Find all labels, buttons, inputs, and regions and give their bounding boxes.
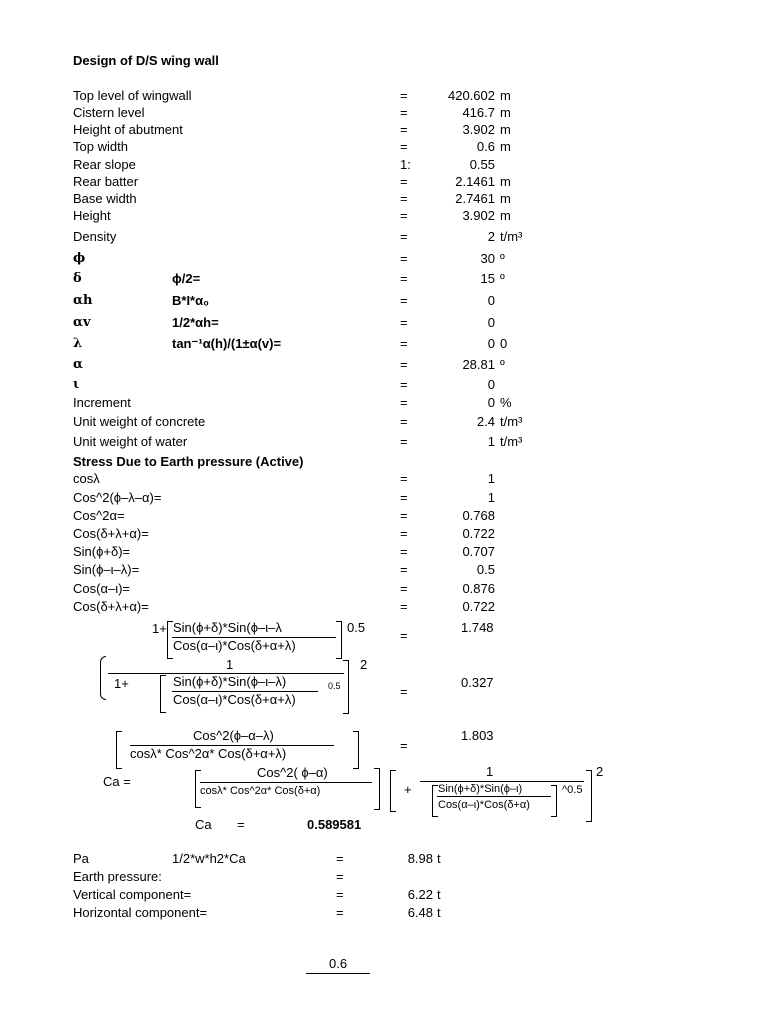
param-value: 2 [487,229,495,244]
param-value: 420.602 [448,88,495,103]
param-value: 2.4 [476,414,495,429]
param-value: 15 [480,271,495,286]
param-equals: = [400,336,408,351]
stress-value: 0.768 [462,508,495,523]
param-label: ι [73,377,80,392]
param-expression: 1/2*αh= [172,315,219,330]
formula-2-inner-denominator: Cos(α–ι)*Cos(δ+α+λ) [173,692,296,707]
param-unit: % [500,395,512,410]
param-label: Height [73,208,111,223]
pa-expression: 1/2*w*h2*Ca [172,851,246,866]
param-equals: = [400,208,408,223]
formula-1-value: 1.748 [461,620,494,635]
formula-2-numerator: 1 [226,657,234,672]
param-equals: = [400,395,408,410]
pa-label: Horizontal component= [73,905,208,920]
pa-value: 6.48 [407,905,433,920]
stress-label: Sin(ϕ–ι–λ)= [73,562,140,577]
ca-formula-inner-bracket-right [551,785,557,817]
ca-formula-numerator-2: 1 [486,764,494,779]
ca-formula-lhs: Ca = [103,774,131,789]
param-equals: = [400,122,408,137]
ca-formula-denominator: cosλ* Cos^2α* Cos(δ+α) [200,785,321,797]
param-equals: = [400,357,408,372]
param-label: αv [73,315,91,330]
param-value: 30 [480,251,495,266]
formula-3-numerator: Cos^2(ϕ–α–λ) [193,728,274,743]
param-unit: t/m³ [500,434,523,449]
param-label: α [73,357,84,372]
param-unit: º [500,251,505,266]
ca-formula-bracket2-left [390,770,396,812]
ca-formula-inner-numerator: Sin(ϕ+δ)*Sin(ϕ–ι) [438,783,523,795]
stress-label: Cos^2(ϕ–λ–α)= [73,490,162,505]
param-unit: º [500,357,505,372]
pa-label: Earth pressure: [73,869,162,884]
formula-1-numerator: Sin(ϕ+δ)*Sin(ϕ–ι–λ [173,620,282,635]
param-label: Unit weight of water [73,434,188,449]
param-label: Unit weight of concrete [73,414,206,429]
param-label: ϕ [73,251,86,266]
param-label: Density [73,229,117,244]
pa-label: Vertical component= [73,887,192,902]
formula-2-equals: = [400,684,408,699]
pa-equals: = [336,851,344,866]
param-equals: = [400,434,408,449]
param-equals: = [400,377,408,392]
formula-2-power: 2 [360,657,368,672]
footer-dimension-line [306,973,370,974]
stress-value: 0.722 [462,526,495,541]
param-equals: = [400,88,408,103]
stress-equals: = [400,599,408,614]
formula-2-value: 0.327 [461,675,494,690]
param-value: 28.81 [462,357,495,372]
param-equals: = [400,414,408,429]
param-unit: º [500,271,505,286]
formula-1-bracket-right [336,621,342,659]
param-value: 0 [487,315,495,330]
param-unit: m [500,174,511,189]
param-equals: = [400,229,408,244]
param-equals: = [400,105,408,120]
param-equals: = [400,139,408,154]
stress-value: 0.5 [476,562,495,577]
param-label: Top width [73,139,128,154]
param-equals: = [400,174,408,189]
pa-unit: t [437,905,441,920]
stress-equals: = [400,526,408,541]
param-unit: t/m³ [500,414,523,429]
pa-equals: = [336,869,344,884]
pa-unit: t [437,851,441,866]
stress-label: Sin(ϕ+δ)= [73,544,131,559]
param-unit: m [500,88,511,103]
formula-1-power: 0.5 [347,620,366,635]
formula-2-inner-power: 0.5 [328,681,341,691]
param-equals: = [400,191,408,206]
stress-label: Cos(δ+λ+α)= [73,526,149,541]
ca-formula-bracket2-right [586,770,592,822]
param-label: Top level of wingwall [73,88,192,103]
ca-formula-bracket-right [374,768,380,810]
ca-formula-inner-denominator: Cos(α–ι)*Cos(δ+α) [438,799,530,811]
param-unit: m [500,139,511,154]
stress-equals: = [400,471,408,486]
pa-equals: = [336,905,344,920]
param-value: 3.902 [462,208,495,223]
formula-1-prefix: 1+ [152,621,167,636]
param-label: Increment [73,395,131,410]
param-unit: m [500,208,511,223]
param-value: 3.902 [462,122,495,137]
formula-3-bracket-left [116,731,122,769]
formula-2-bracket-left [160,675,166,713]
param-label: λ [73,336,83,351]
ca-result-label: Ca [195,817,212,832]
stress-value: 1 [487,490,495,505]
param-label: αh [73,293,93,308]
formula-3-equals: = [400,738,408,753]
stress-label: Cos^2α= [73,508,125,523]
formula-3-denominator: cosλ* Cos^2α* Cos(δ+α+λ) [130,746,287,761]
pa-value: 6.22 [407,887,433,902]
stress-equals: = [400,508,408,523]
ca-formula-plus: + [404,782,412,797]
param-unit: m [500,191,511,206]
param-label: Base width [73,191,137,206]
formula-2-prefix: 1+ [114,676,129,691]
ca-result-equals: = [237,817,245,832]
param-value: 0 [487,293,495,308]
stress-value: 1 [487,471,495,486]
stress-equals: = [400,544,408,559]
ca-formula-power: 2 [596,764,604,779]
stress-value: 0.722 [462,599,495,614]
stress-label: Cos(α–ι)= [73,581,131,596]
param-unit: 0 [500,336,508,351]
param-value: 416.7 [462,105,495,120]
footer-dimension: 0.6 [329,956,348,971]
pa-equals: = [336,887,344,902]
ca-formula-numerator: Cos^2( ϕ–α) [257,765,328,780]
param-equals: 1: [400,157,411,172]
param-unit: m [500,105,511,120]
formula-1-denominator: Cos(α–ι)*Cos(δ+α+λ) [173,638,296,653]
param-label: Rear batter [73,174,139,189]
pa-unit: t [437,887,441,902]
stress-equals: = [400,581,408,596]
page-title: Design of D/S wing wall [73,53,219,68]
stress-equals: = [400,490,408,505]
param-value: 0 [487,377,495,392]
param-expression: ϕ/2= [172,271,201,286]
param-value: 2.7461 [455,191,495,206]
param-label: δ [73,271,82,286]
pa-value: 8.98 [407,851,433,866]
param-value: 0.6 [476,139,495,154]
stress-equals: = [400,562,408,577]
formula-2-brace-left [100,656,106,700]
stress-value: 0.707 [462,544,495,559]
section-title: Stress Due to Earth pressure (Active) [73,454,304,469]
stress-label: cosλ [73,471,100,486]
param-expression: B*I*α₀ [172,293,209,308]
ca-formula-inner-power: ^0.5 [562,784,583,796]
ca-result-value: 0.589581 [307,817,362,832]
param-unit: m [500,122,511,137]
param-value: 1 [487,434,495,449]
param-equals: = [400,251,408,266]
param-label: Cistern level [73,105,145,120]
param-equals: = [400,315,408,330]
param-label: Rear slope [73,157,136,172]
formula-2-bracket-right [343,660,349,714]
pa-label: Pa [73,851,89,866]
param-value: 0 [487,336,495,351]
param-value: 2.1461 [455,174,495,189]
param-unit: t/m³ [500,229,523,244]
stress-value: 0.876 [462,581,495,596]
formula-2-inner-numerator: Sin(ϕ+δ)*Sin(ϕ–ι–λ) [173,674,287,689]
formula-1-equals: = [400,628,408,643]
param-expression: tan⁻¹α(h)/(1±α(v)= [172,336,282,351]
param-label: Height of abutment [73,122,183,137]
param-equals: = [400,271,408,286]
formula-3-bracket-right [353,731,359,769]
formula-3-value: 1.803 [461,728,494,743]
param-value: 0 [487,395,495,410]
stress-label: Cos(δ+λ+α)= [73,599,149,614]
param-value: 0.55 [469,157,495,172]
param-equals: = [400,293,408,308]
